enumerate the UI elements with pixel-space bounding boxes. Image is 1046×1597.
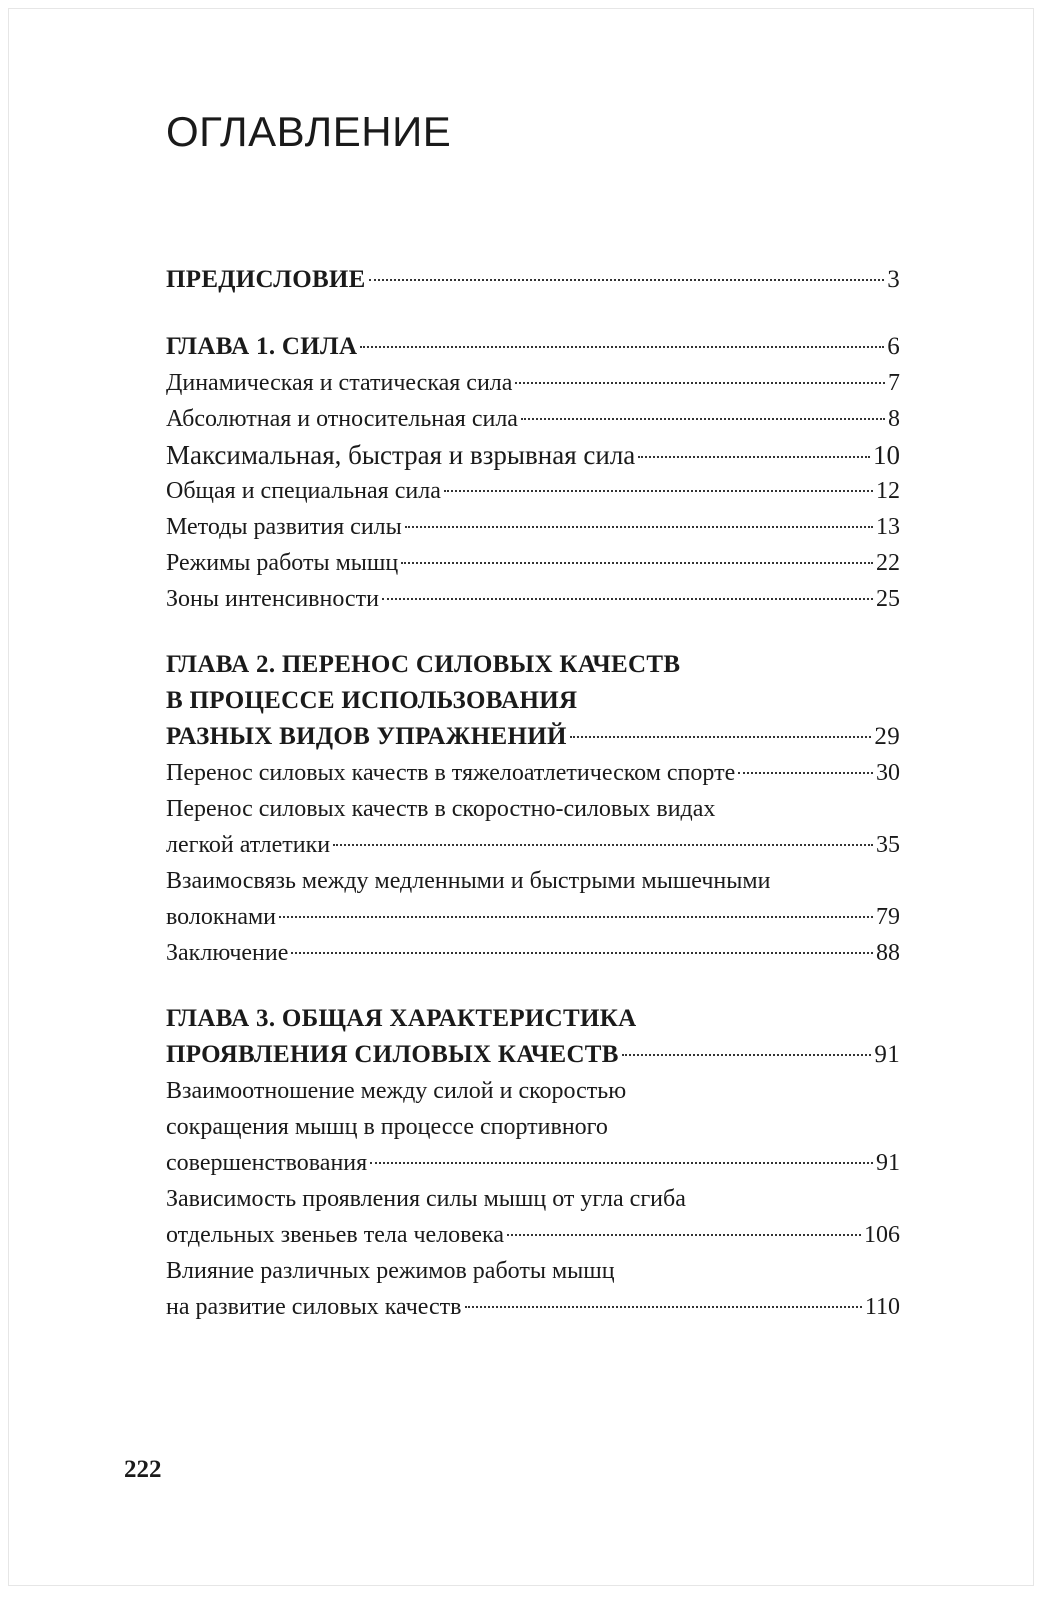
toc-chapter-3-page: 91 (874, 1041, 900, 1068)
toc-item-label-line: Взаимосвязь между медленными и быстрыми мышечными (166, 868, 771, 894)
toc-item-label-line: волокнами (166, 904, 277, 930)
toc-chapter-1-page: 6 (887, 333, 900, 360)
toc-item-page: 7 (888, 370, 900, 396)
toc-item-label: Абсолютная и относительная сила (166, 406, 518, 432)
leader-dots (370, 1162, 873, 1164)
toc-item-page: 88 (876, 940, 900, 966)
toc-item-label: Зоны интенсивности (166, 586, 379, 612)
toc-item[interactable] (166, 791, 900, 863)
toc-item-label-line: сокращения мышц в процессе спортивного (166, 1114, 608, 1140)
toc-preface-label: ПРЕДИСЛОВИЕ (166, 266, 366, 293)
toc-item-label: Режимы работы мышц (166, 550, 399, 576)
leader-dots (405, 526, 873, 528)
toc-item-label-line: на развитие силовых качеств (166, 1294, 462, 1320)
table-of-contents (166, 262, 900, 1325)
toc-chapter-1-label: ГЛАВА 1. СИЛА (166, 333, 358, 360)
toc-item-page: 13 (876, 514, 900, 540)
toc-item-label-line: Зависимость проявления силы мышц от угла сгиба (166, 1186, 686, 1212)
toc-item[interactable] (166, 1253, 900, 1325)
toc-item-label: Перенос силовых качеств в тяжелоатлетическом спорте (166, 760, 736, 786)
toc-item-label: Заключение (166, 940, 289, 966)
toc-item-page: 25 (876, 586, 900, 612)
toc-item-page: 91 (876, 1150, 900, 1176)
toc-item[interactable] (166, 473, 900, 509)
toc-item[interactable] (166, 509, 900, 545)
leader-dots (444, 490, 873, 492)
toc-chapter-2-label-line: ГЛАВА 2. ПЕРЕНОС СИЛОВЫХ КАЧЕСТВ (166, 651, 681, 678)
toc-item-page: 30 (876, 760, 900, 786)
toc-item-page: 22 (876, 550, 900, 576)
toc-chapter-2[interactable] (166, 647, 900, 755)
toc-item-page: 110 (864, 1294, 900, 1320)
leader-dots (507, 1234, 861, 1236)
toc-item-label-line: Перенос силовых качеств в скоростно-силовых видах (166, 796, 716, 822)
toc-item-page: 10 (873, 440, 900, 470)
page-title: ОГЛАВЛЕНИЕ (166, 108, 452, 155)
toc-item-label: Методы развития силы (166, 514, 402, 540)
toc-item[interactable] (166, 1181, 900, 1253)
leader-dots (521, 418, 885, 420)
leader-dots (382, 598, 873, 600)
toc-item-page: 106 (864, 1222, 900, 1248)
toc-item[interactable] (166, 545, 900, 581)
toc-chapter-3-label-line: ПРОЯВЛЕНИЯ СИЛОВЫХ КАЧЕСТВ (166, 1041, 619, 1068)
toc-chapter-2-label-line: В ПРОЦЕССЕ ИСПОЛЬЗОВАНИЯ (166, 687, 578, 714)
leader-dots (401, 562, 873, 564)
toc-item[interactable] (166, 863, 900, 935)
leader-dots (279, 916, 873, 918)
toc-item-label: Максимальная, быстрая и взрывная сила (166, 440, 636, 470)
toc-item[interactable] (166, 755, 900, 791)
leader-dots (360, 346, 884, 348)
toc-item-label-line: Взаимоотношение между силой и скоростью (166, 1078, 627, 1104)
toc-item-label-line: отдельных звеньев тела человека (166, 1222, 504, 1248)
toc-chapter-3[interactable] (166, 1001, 900, 1073)
leader-dots (333, 844, 873, 846)
toc-item-page: 12 (876, 478, 900, 504)
toc-chapter-2-label-line: РАЗНЫХ ВИДОВ УПРАЖНЕНИЙ (166, 723, 567, 750)
toc-chapter-3-label-line: ГЛАВА 3. ОБЩАЯ ХАРАКТЕРИСТИКА (166, 1005, 637, 1032)
leader-dots (638, 456, 870, 458)
toc-item[interactable] (166, 581, 900, 617)
toc-item-page: 79 (876, 904, 900, 930)
toc-item-label: Динамическая и статическая сила (166, 370, 513, 396)
toc-item-label-line: легкой атлетики (166, 832, 331, 858)
toc-item[interactable] (166, 401, 900, 437)
toc-preface[interactable] (166, 262, 900, 298)
toc-item-page: 8 (888, 406, 900, 432)
toc-item-label-line: Влияние различных режимов работы мышц (166, 1258, 615, 1284)
toc-chapter-1[interactable] (166, 329, 900, 365)
toc-item[interactable] (166, 935, 900, 971)
leader-dots (515, 382, 885, 384)
toc-item-label: Общая и специальная сила (166, 478, 441, 504)
toc-item[interactable] (166, 1073, 900, 1181)
leader-dots (570, 736, 872, 738)
leader-dots (738, 772, 873, 774)
leader-dots (622, 1054, 872, 1056)
toc-chapter-2-page: 29 (874, 723, 900, 750)
toc-preface-page: 3 (887, 266, 900, 293)
leader-dots (291, 952, 873, 954)
toc-item-page: 35 (876, 832, 900, 858)
leader-dots (465, 1306, 862, 1308)
page-number: 222 (124, 1456, 162, 1483)
toc-item[interactable] (166, 437, 900, 473)
toc-item[interactable] (166, 365, 900, 401)
leader-dots (369, 279, 885, 281)
toc-item-label-line: совершенствования (166, 1150, 368, 1176)
